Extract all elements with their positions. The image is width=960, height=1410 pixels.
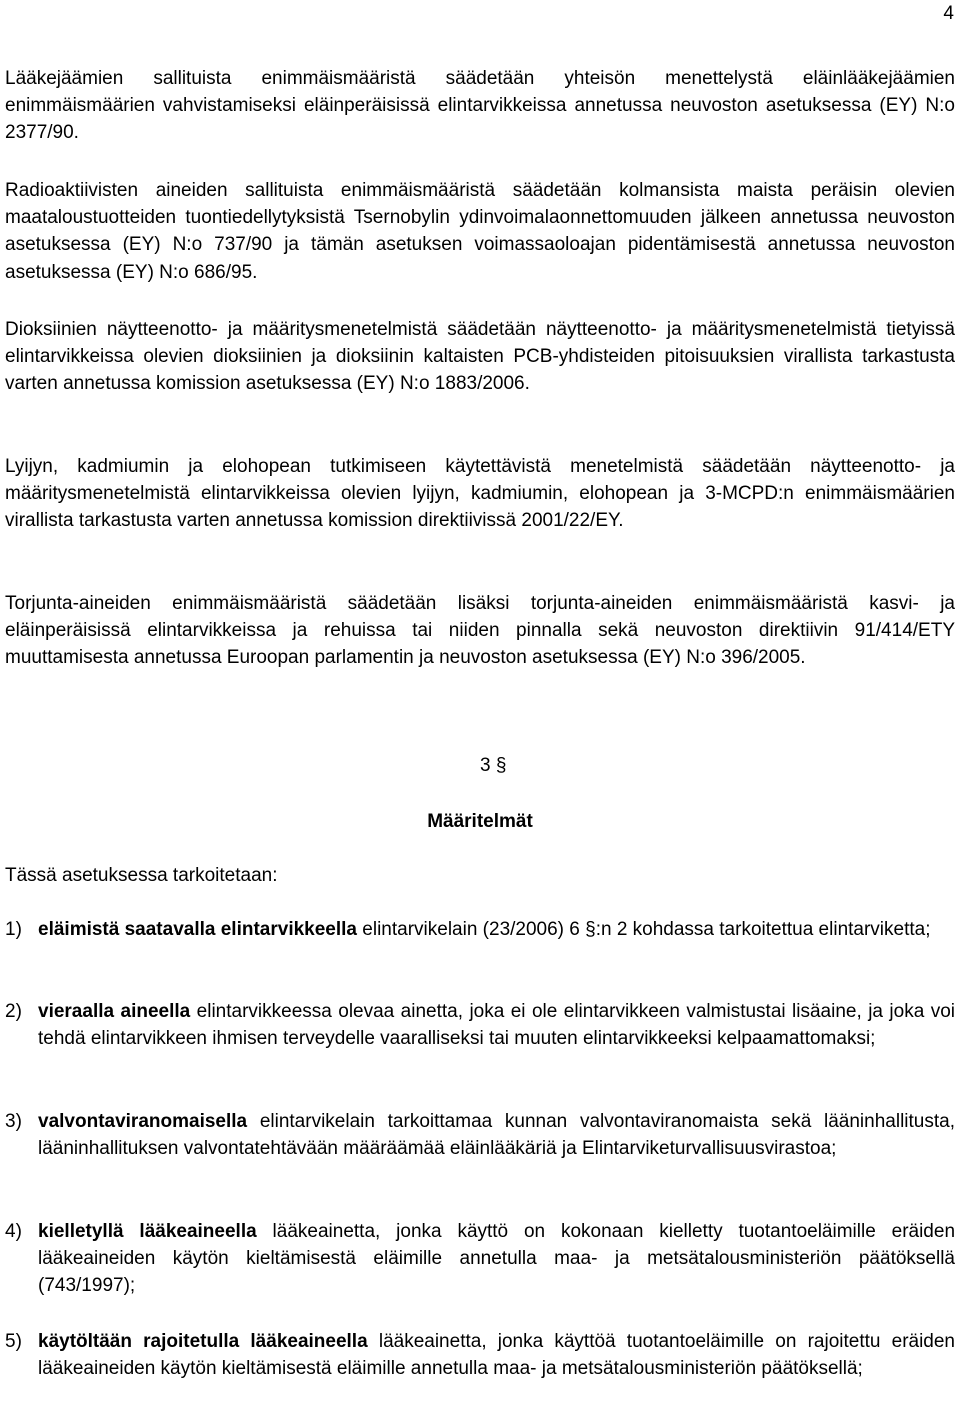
definition-text: lääkeainetta, jonka käyttöä tuotantoeläimille on rajoitettu eräiden lääkeaineiden käytön kieltämisestä eläimille annetulla maa- ja metsätalousministeriön päätöksellä; [38, 1331, 956, 1380]
definition-term: eläimistä saatavalla elintarvikkeella [38, 919, 357, 940]
definitions-intro: Tässä asetuksessa tarkoitetaan: [5, 865, 278, 886]
definition-text: elintarvikelain tarkoittamaa kunnan valvontaviranomaista sekä lääninhallitusta, lääninhallituksen valvontatehtävään määräämää eläinlääkäriä ja Elintarviketurvallisuusvirastoa; [38, 1111, 955, 1160]
section-number: 3 § [480, 755, 507, 776]
definition-text: elintarvikelain (23/2006) 6 §:n 2 kohdassa tarkoitettua elintarviketta; [357, 919, 931, 940]
paragraph-heavy-metals: Lyijyn, kadmiumin ja elohopean tutkimiseen käytettävistä menetelmistä säädetään näytteenotto- ja määritysmenetelmistä elintarvikkeissa olevien lyijyn, kadmiumin, elohopean ja 3-MCPD:n enimmäismäärien virallista tarkastusta varten annetussa komission direktiivissä 2001/22/EY. [5, 456, 955, 532]
definition-text: lääkeainetta, jonka käyttö on kokonaan kielletty tuotantoeläimille eräiden lääkeaineiden käytön kieltämisestä eläimille annetulla maa- ja metsätalousministeriön päätöksellä (743/1997); [38, 1221, 956, 1297]
definition-number: 2) [5, 1001, 22, 1022]
definition-number: 1) [5, 919, 22, 940]
paragraph-pesticides: Torjunta-aineiden enimmäismääristä säädetään lisäksi torjunta-aineiden enimmäismääristä kasvi- ja eläinperäisissä elintarvikkeissa ja rehuissa tai niiden pinnalla sekä neuvoston direktiivin 91/414/ETY muuttamisesta annetussa Euroopan parlamentin ja neuvoston asetuksessa (EY) N:o 396/2005. [5, 593, 955, 669]
section-title: Määritelmät [427, 811, 533, 832]
definition-item [5, 1218, 955, 1300]
definition-number: 4) [5, 1221, 22, 1242]
definition-item [5, 916, 955, 943]
definition-item [5, 1328, 955, 1382]
definition-item [5, 1108, 955, 1162]
definition-body [38, 1108, 955, 1162]
definition-term: vieraalla aineella [38, 1001, 191, 1022]
definition-number: 5) [5, 1331, 22, 1352]
paragraph-drug-residues: Lääkejäämien sallituista enimmäismääristä säädetään yhteisön menettelystä eläinlääkejäämien enimmäismäärien vahvistamiseksi eläinperäisissä elintarvikkeissa annetussa neuvoston asetuksessa (EY) N:o 2377/90. [5, 68, 955, 144]
definition-term: valvontaviranomaisella [38, 1111, 248, 1132]
paragraph-radioactive: Radioaktiivisten aineiden sallituista enimmäismääristä säädetään kolmansista maista peräisin olevien maataloustuotteiden tuontiedellytyksistä Tsernobylin ydinvoimalaonnettomuuden jälkeen annetussa neuvoston asetuksessa (EY) N:o 737/90 ja tämän asetuksen voimassaoloajan pidentämisestä annetussa neuvoston asetuksessa (EY) N:o 686/95. [5, 180, 955, 283]
definition-item [5, 998, 955, 1052]
paragraph-dioxins: Dioksiinien näytteenotto- ja määritysmenetelmistä säädetään näytteenotto- ja määritysmenetelmistä tietyissä elintarvikkeissa olevien dioksiinien ja dioksiinin kaltaisten PCB-yhdisteiden pitoisuuksien virallista tarkastusta varten annetussa komission asetuksessa (EY) N:o 1883/2006. [5, 319, 955, 395]
definition-body [38, 916, 955, 943]
definition-body [38, 1328, 955, 1382]
definition-number: 3) [5, 1111, 22, 1132]
definition-body [38, 1218, 955, 1300]
definition-body [38, 998, 955, 1052]
page-number: 4 [943, 3, 954, 24]
definition-term: kielletyllä lääkeaineella [38, 1221, 257, 1242]
definition-text: elintarvikkeessa olevaa ainetta, joka ei ole elintarvikkeen valmistustai lisäaine, ja joka voi tehdä elintarvikkeen ihmisen terveydelle vaaralliseksi tai muuten elintarvikkeeksi kelpaamattomaksi; [38, 1001, 955, 1050]
definition-term: käytöltään rajoitetulla lääkeaineella [38, 1331, 368, 1352]
